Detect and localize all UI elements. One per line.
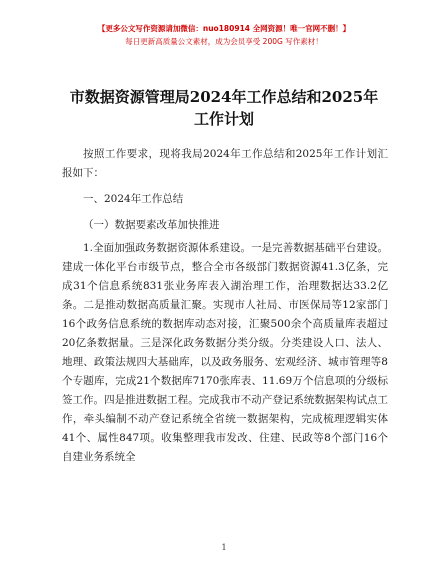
promo-banner bbox=[0, 22, 448, 48]
promo-banner-line-1: 【更多公文写作资源请加微信：nuo180914 全网资源！唯一官网不删！】 bbox=[97, 24, 351, 33]
document-title-line-2: 工作计划 bbox=[193, 110, 254, 128]
page-number: 1 bbox=[221, 543, 227, 552]
section-heading: 一、2024年工作总结 bbox=[83, 193, 184, 205]
body-paragraph: 1.全面加强政务数据资源体系建设。一是完善数据基础平台建设。建成一体化平台市级节点，整合全市各级部门数据资源41.3亿条，完成31个信息系统831张业务库表入湖治理工作，治理数据达33.2亿条。二是推动数据高质量汇聚。实现市人社局、市医保局等12家部门16个政务信息系统的数据库动态对接，汇聚500余个高质量库表超过20亿条数据量。三是深化政务数据分类分级。分类建设人口、法人、地理、政策法规四大基础库，以及政务服务、宏观经济、城市管理等8个专题库，完成21个数据库7170张库表、11.69万个信息项的分级标签工作。四是推进数据工程。完成我市不动产登记系统数据架构试点工作，牵头编制不动产登记系统全省统一数据架构，完成梳理逻辑实体41个、属性847项。收集整理我市发改、住建、民政等8个部门16个自建业务系统全 bbox=[62, 242, 388, 463]
document-title bbox=[60, 86, 388, 130]
subsection-heading: （一）数据要素改革加快推进 bbox=[83, 219, 220, 231]
intro-paragraph: 按照工作要求，现将我局2024年工作总结和2025年工作计划汇报如下： bbox=[62, 148, 388, 179]
promo-banner-line-2: 每日更新高质量公文素材，成为会员享受 200G 写作素材！ bbox=[125, 37, 323, 46]
document-body bbox=[62, 145, 388, 467]
document-title-line-1: 市数据资源管理局2024年工作总结和2025年 bbox=[69, 88, 379, 106]
